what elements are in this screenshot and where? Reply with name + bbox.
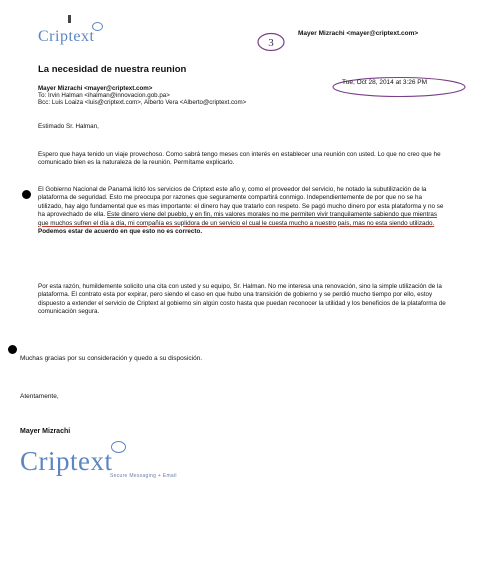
thanks-line: Muchas gracias por su consideración y quedo a su disposición. xyxy=(20,355,203,362)
paragraph-2-conclusion: Podemos estar de acuerdo en que esto no es correcto. xyxy=(38,228,203,236)
paragraph-2 xyxy=(38,186,448,236)
chat-bubble-icon xyxy=(92,22,103,31)
email-date: Tue, Oct 28, 2014 at 3:26 PM xyxy=(342,79,428,86)
criptext-logo-footer: Criptext xyxy=(20,446,128,477)
signature-name: Mayer Mizrachi xyxy=(20,428,71,435)
header-sender: Mayer Mizrachi <mayer@criptext.com> xyxy=(298,30,419,37)
page-number-annotation xyxy=(256,32,286,52)
greeting: Estimado Sr. Halman, xyxy=(38,123,99,130)
redaction-dot xyxy=(22,190,31,199)
email-from: Mayer Mizrachi <mayer@criptext.com> xyxy=(38,85,153,92)
scan-mark xyxy=(68,15,71,23)
redaction-dot xyxy=(8,345,17,354)
email-to: To: Irvin Halman <ihalman@innovacion.gob.pa> xyxy=(38,92,170,99)
criptext-logo-header: Criptext xyxy=(38,28,105,46)
email-subject: La necesidad de nuestra reunion xyxy=(38,64,187,75)
chat-bubble-icon xyxy=(111,441,126,453)
paragraph-2-highlight: Este dinero viene del pueblo, y en fin, mis valores morales no me permiten vivir tranquilamente sabiendo que mientras que muchos sufren el día a día, mi compañía es suplidora de un servicio el cual le cuesta mucho a nuestro país, mas no esta siendo utilizado. xyxy=(38,211,438,227)
svg-text:3: 3 xyxy=(268,37,274,49)
paragraph-3: Por esta razón, humildemente solicito una cita con usted y su equipo, Sr. Halman. No me interesa una renovación, sino la simple utilización de la plataforma. El contrato esta por expirar, pero siendo el caso en que hubo una transición de gobierno y se perdió mucho tiempo por ello, estoy dispuesto a extender el servicio de Criptext al gobierno sin algún costo hasta que puedan reconocer la utilidad y los beneficios de la plataforma de comunicación segura. xyxy=(38,283,446,316)
email-bcc: Bcc: Luis Loaiza <luis@criptext.com>, Alberto Vera <Alberto@criptext.com> xyxy=(38,99,247,106)
paragraph-2-intro: El Gobierno Nacional de Panamá licitó los servicios de Criptext este año y, como el proveedor del servicio, he notado la subutilización de la plataforma de seguridad. Esto me preocupa por razones que seguramente compartirá conmigo. Independientemente de por que no se ha utilizado, hay algo fundamental que es mas importante: el dinero hay que tratarlo con respeto. Se pagó mucho dinero por esta plataforma y no se ha aprovechado de ella. xyxy=(38,186,444,219)
paragraph-1: Espero que haya tenido un viaje provechoso. Como sabrá tengo meses con interés en establecer una reunión con usted. Lo que no creo que he comunicado bien es la naturaleza de la reunión. Permítame explicarlo. xyxy=(38,151,441,167)
closing: Atentamente, xyxy=(20,393,59,400)
logo-tagline: Secure Messaging + Email xyxy=(110,473,177,479)
